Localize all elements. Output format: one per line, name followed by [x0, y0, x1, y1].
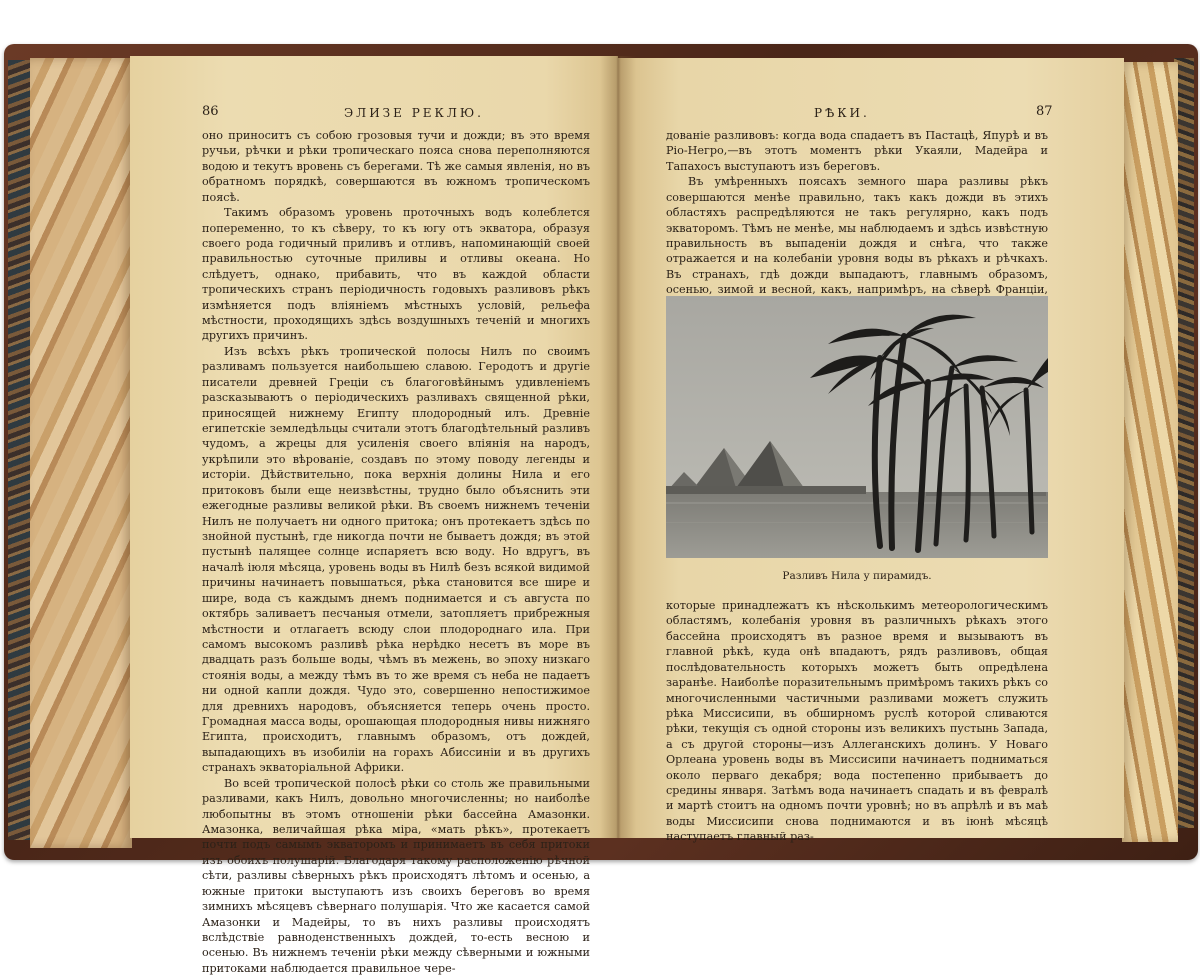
left-running-head: ЭЛИЗЕ РЕКЛЮ.: [344, 106, 484, 120]
pyramids-palms-picture: [666, 296, 1048, 558]
figure-caption: Разливъ Нила у пирамидъ.: [782, 570, 932, 582]
left-page-text: [202, 128, 590, 976]
paragraph: Изъ всѣхъ рѣкъ тропической полосы Нилъ по своимъ разливамъ пользуется наибольшею славою. Геродотъ и другіе писатели древней Греціи съ благоговѣйнымъ удивленіемъ разсказываютъ о періодическихъ разливахъ священной рѣки, приносящей нижнему Египту плодородный илъ. Древніе египетскіе земледѣльцы считали этотъ благодѣтельный разливъ чудомъ, а жрецы для усиленія своего вліянія на народъ, укрѣпили это вѣрованіе, создавъ по этому поводу легенды и исторіи. Дѣйствительно, пока верхнія долины Нила и его притоковъ были еще неизвѣстны, трудно было объяснить эти ежегодные разливы великой рѣки. Въ своемъ нижнемъ теченіи Нилъ не получаетъ ни одного притока; онъ протекаетъ здѣсь по знойной пустынѣ, где никогда почти не бываетъ дождя; въ этой пустынѣ палящее солнце испаряетъ всю воду. Но вдругъ, въ началѣ іюля мѣсяца, уровень воды въ Нилѣ безъ всякой видимой причины начинаетъ повышаться, рѣка становится все шире и шире, вода съ каждымъ днемъ поднимается и съ августа по октябрь заливаетъ песчаныя отмели, затопляетъ прибрежныя мѣстности и отлагаетъ всюду слои плодороднаго ила. При самомъ высокомъ разливѣ рѣка нерѣдко несетъ въ море въ двадцать разъ больше воды, чѣмъ въ межень, во эпоху низкаго стоянія воды, а между тѣмъ въ то же время съ неба не падаетъ ни одной капли дождя. Чудо это, совершенно непостижимое для древнихъ народовъ, объясняется теперь очень просто. Громадная масса воды, орошающая плодородныя нивы нижняго Египта, происходитъ, главнымъ образомъ, отъ дождей, выпадающихъ въ изобиліи на горахъ Абиссиніи и въ другихъ странахъ экваторіальной Африки.: [202, 344, 590, 775]
right-running-head: РѢКИ.: [814, 106, 870, 120]
right-page-number: 87: [1036, 104, 1053, 119]
right-page: [618, 58, 1124, 844]
paragraph: Въ умѣренныхъ поясахъ земного шара разливы рѣкъ совершаются менѣе правильно, такъ какъ дожди въ этихъ областяхъ распредѣляются не такъ регулярно, какъ подъ экваторомъ. Тѣмъ не менѣе, мы наблюдаемъ и здѣсь извѣстную правильность въ выпаденіи дождя и снѣга, что также отражается и на колебаніи уровня воды въ рѣкахъ и рѣчкахъ. Въ странахъ, гдѣ дожди выпадаютъ, главнымъ образомъ, осенью, зимой и весной, какъ, напримѣръ, на сѣверѣ Франціи,: [666, 175, 1048, 297]
paragraph: дованіе разливовъ: когда вода спадаетъ въ Пастацѣ, Япурѣ и въ Ріо-Негро,—въ этотъ моментъ рѣки Укаяли, Мадейра и Тапахосъ выступаютъ изъ береговъ.: [666, 129, 1048, 173]
left-page-number: 86: [202, 104, 219, 119]
left-page: [130, 56, 618, 975]
book-gutter: [600, 56, 636, 838]
nile-pyramids-illustration: [666, 296, 1048, 558]
paragraph: Такимъ образомъ уровень проточныхъ водъ колеблется попеременно, то къ сѣверу, то къ югу отъ экватора, образуя своего рода годичный приливъ и отливъ, напоминающій своей правильностью суточные приливы и отливы океана. Но слѣдуетъ, однако, прибавить, что въ каждой области тропическихъ странъ періодичность годовыхъ разливовъ рѣкъ измѣняется подъ вліяніемъ мѣстныхъ условій, рельефа мѣстности, проходящихъ здѣсь воздушныхъ теченій и многихъ другихъ причинъ.: [202, 206, 590, 343]
paragraph: которые принадлежатъ къ нѣсколькимъ метеорологическимъ областямъ, колебанія уровня въ различныхъ рѣкахъ этого бассейна происходятъ въ разное время и вызываютъ въ главной рѣкѣ, куда онѣ впадаютъ, рядъ разливовъ, общая послѣдовательность которыхъ можетъ быть опредѣлена заранѣе. Наиболѣе поразительнымъ примѣромъ такихъ рѣкъ со многочисленными частичными разливами можетъ служить рѣка Миссисипи, въ обширномъ руслѣ которой сливаются рѣки, текущія съ одной стороны изъ великихъ пустынь Запада, а съ другой стороны—изъ Аллеганскихъ долинъ. У Новаго Орлеана уровень воды въ Миссисипи начинаетъ подниматься около перваго декабря; вода постепенно прибываетъ до средины января. Затѣмъ вода начинаетъ спадать и въ февралѣ и мартѣ стоитъ на одномъ почти уровнѣ; но въ апрѣлѣ и въ маѣ воды Миссисипи снова поднимаются и въ іюнѣ мѣсяцѣ наступаетъ главный раз-: [666, 599, 1048, 844]
paragraph: Во всей тропической полосѣ рѣки со столь же правильными разливами, какъ Нилъ, довольно многочисленны; но наиболѣе любопытны въ этомъ отношеніи рѣки бассейна Амазонки. Амазонка, величайшая рѣка міра, «мать рѣкъ», протекаетъ почти подъ самымъ экваторомъ и принимаетъ въ себя притоки изъ обоихъ полушарій. Благодаря такому расположенію рѣчной сѣти, разливы сѣверныхъ рѣкъ происходятъ лѣтомъ и осенью, а южные притоки выступаютъ изъ своихъ береговъ во время зимнихъ мѣсяцевъ сѣвернаго полушарія. Что же касается самой Амазонки и Мадейры, то въ нихъ разливы происходятъ вслѣдствіе равноденственныхъ дождей, то-есть весною и осенью. Въ нижнемъ теченіи рѣки между сѣверными и южными притоками наблюдается правильное чере-: [202, 776, 590, 975]
paragraph: оно приноситъ съ собою грозовыя тучи и дожди; въ это время ручьи, рѣчки и рѣки тропическаго пояса снова переполняются водою и текутъ вровень съ берегами. Тѣ же самыя явленія, но въ обратномъ порядкѣ, совершаются въ южномъ тропическомъ поясѣ.: [202, 129, 590, 204]
right-page-bottom-text: [666, 598, 1048, 845]
page-edges-right: [1122, 62, 1178, 842]
page-edges-left: [30, 58, 132, 848]
